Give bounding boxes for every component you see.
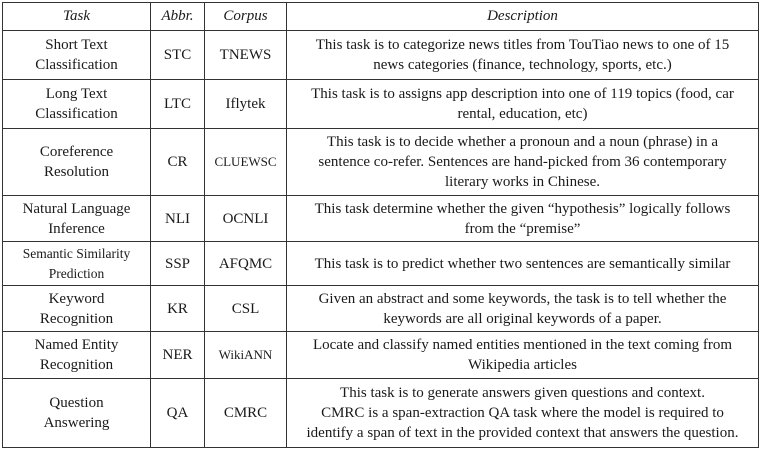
description-line: news categories (finance, technology, sports, etc.) <box>373 57 672 73</box>
task-line: Answering <box>43 415 110 431</box>
task-cell <box>3 332 151 379</box>
table-row <box>3 242 759 286</box>
description-line: This task is to assigns app description into one of 119 topics (food, car <box>311 86 734 102</box>
corpus-cell: WikiANN <box>205 332 287 379</box>
corpus-cell: AFQMC <box>205 242 287 286</box>
description-cell <box>287 379 759 448</box>
task-cell <box>3 242 151 286</box>
corpus-cell: TNEWS <box>205 31 287 80</box>
corpus-cell: CMRC <box>205 379 287 448</box>
task-line: Semantic Similarity <box>22 245 131 261</box>
description-cell <box>287 80 759 129</box>
description-line: identify a span of text in the provided context that answers the question. <box>306 425 739 441</box>
description-cell <box>287 31 759 80</box>
table-row <box>3 80 759 129</box>
description-line: This task is to categorize news titles from TouTiao news to one of 15 <box>315 37 730 53</box>
table-container <box>2 2 759 448</box>
abbr-cell: KR <box>151 286 205 332</box>
abbr-cell: STC <box>151 31 205 80</box>
description-line: This task is to decide whether a pronoun and a noun (phrase) in a <box>326 134 719 150</box>
task-cell <box>3 286 151 332</box>
header-abbr: Abbr. <box>151 3 205 31</box>
description-cell <box>287 196 759 242</box>
description-line: Given an abstract and some keywords, the task is to tell whether the <box>318 290 727 307</box>
description-line: This task determine whether the given “hypothesis” logically follows <box>314 200 731 217</box>
table-row <box>3 129 759 196</box>
task-cell <box>3 129 151 196</box>
abbr-cell: QA <box>151 379 205 448</box>
corpus-cell: OCNLI <box>205 196 287 242</box>
table-row <box>3 332 759 379</box>
table-row <box>3 31 759 80</box>
description-line: CMRC is a span-extraction QA task where the model is required to <box>321 405 724 421</box>
task-table <box>2 2 759 448</box>
task-line: Classification <box>35 57 118 73</box>
task-line: Recognition <box>39 357 114 373</box>
task-line: Long Text <box>45 86 108 102</box>
task-line: Classification <box>35 106 118 122</box>
task-line: Short Text <box>45 37 108 53</box>
abbr-cell: NLI <box>151 196 205 242</box>
description-line: This task is to generate answers given questions and context. <box>340 385 705 401</box>
task-line: Coreference <box>39 144 114 160</box>
abbr-cell: SSP <box>151 242 205 286</box>
description-cell <box>287 286 759 332</box>
description-line: from the “premise” <box>464 220 581 237</box>
corpus-cell: Iflytek <box>205 80 287 129</box>
task-line: Keyword <box>48 290 105 307</box>
description-line: Locate and classify named entities mentioned in the text coming from <box>312 337 733 353</box>
header-row <box>3 3 759 31</box>
description-line: keywords are all original keywords of a paper. <box>383 310 662 327</box>
abbr-cell: LTC <box>151 80 205 129</box>
description-line: literary works in Chinese. <box>445 174 600 190</box>
task-line: Named Entity <box>34 337 119 353</box>
description-line: sentence co-refer. Sentences are hand-picked from 36 contemporary <box>318 154 727 170</box>
task-line: Question <box>49 395 104 411</box>
table-row <box>3 196 759 242</box>
task-line: Prediction <box>48 265 105 281</box>
task-cell <box>3 31 151 80</box>
description-line: Wikipedia articles <box>468 357 577 373</box>
corpus-cell: CSL <box>205 286 287 332</box>
task-cell <box>3 379 151 448</box>
abbr-cell: CR <box>151 129 205 196</box>
corpus-cell: CLUEWSC <box>205 129 287 196</box>
task-line: Inference <box>48 220 105 237</box>
task-line: Resolution <box>43 164 109 180</box>
task-line: Recognition <box>39 310 114 327</box>
task-cell <box>3 196 151 242</box>
description-cell <box>287 129 759 196</box>
table-row <box>3 379 759 448</box>
description-cell <box>287 242 759 286</box>
header-task: Task <box>3 3 151 31</box>
abbr-cell: NER <box>151 332 205 379</box>
description-line: rental, education, etc) <box>457 106 588 122</box>
header-description: Description <box>287 3 759 31</box>
header-corpus: Corpus <box>205 3 287 31</box>
task-cell <box>3 80 151 129</box>
table-row <box>3 286 759 332</box>
description-line: This task is to predict whether two sentences are semantically similar <box>314 255 731 272</box>
task-line: Natural Language <box>22 200 131 217</box>
description-cell <box>287 332 759 379</box>
